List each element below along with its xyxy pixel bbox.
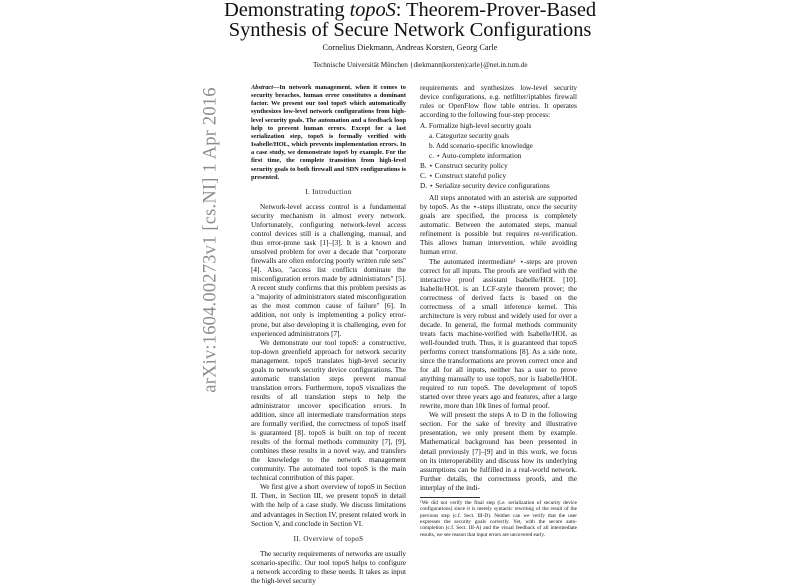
- paragraph: Network-level access control is a fundamental security mechanism in almost every network. Unfortunately, configuring network-level access control devices still is a challenging, manual, and thus error-prone task [1]–[3]. It is a known and unsolved problem for over a decade that "corporate firewalls are often enforcing poorly written rule sets" [4]. Also, "access list conflicts dominate the misconfiguration errors made by administrators" [5]. A recent study confirms that this problem persists as a "majority of administrators stated misconfiguration as the most common cause of failure" [6]. In addition, not only is implementing a policy error-prone, but also developing it is challenging, even for experienced administrators [7].: [251, 202, 406, 338]
- author-email: {diekmann|korsten|carle}@net.in.tum.de: [410, 61, 528, 69]
- title-prefix: Demonstrating: [223, 0, 350, 21]
- affiliation: Technische Universität München: [313, 61, 408, 69]
- right-column: [420, 84, 577, 538]
- title-line2: Synthesis of Secure Network Configurations: [228, 19, 592, 41]
- section-heading-overview: II. Overview of topoS: [293, 534, 364, 543]
- paper-title: [200, 0, 620, 40]
- footnote: ¹We did not verify the final step (i.e. serialization of security device configurations) since it is merely syntactic rewriting of the result of the previous step (c.f. Sect. III-D). Neither can we verify that the user expresses the security goals correctly. Yet, with the secure auto-completion (c.f. Sect. III-A) and the visual feedback of all intermediate results, we see reason that input errors are uncovered early.: [420, 499, 577, 538]
- paragraph: We will present the steps A to D in the following section. For the sake of brevity and illustrative presentation, we only present them by example. Mathematical background has been presented in detail previously [7]–[9] and in this work, we focus on its interoperability and discuss how its underlying assumptions can be fulfilled in a real-world network. Further details, the correctness proofs, and the interplay of the indi-: [420, 411, 577, 492]
- step-item: C. ⋆ Construct stateful policy: [420, 172, 507, 181]
- step-item: B. ⋆ Construct security policy: [420, 162, 508, 171]
- step-item: a. Categorize security goals: [429, 132, 510, 141]
- step-item: A. Formalize high-level security goals: [420, 122, 532, 131]
- paragraph: requirements and synthesizes low-level security device configurations, e.g. netfilter/iptables firewall rules or OpenFlow flow table entries. It operates according to the following four-step process:: [420, 84, 577, 120]
- paragraph: All steps annotated with an asterisk are supported by topoS. As the ⋆-steps illustrate, once the security goals are specified, the process is completely automatic. Between the automated steps, manual refinement is possible but requires re-verification. This allows human intervention, while avoiding human error.: [420, 194, 577, 257]
- footnote-rule: [420, 497, 480, 498]
- paragraph: The automated intermediate¹ ⋆-steps are proven correct for all inputs. The proofs are verified with the interactive proof assistant Isabelle/HOL [10]. Isabelle/HOL is an LCF-style theorem prover; the correctness of derived facts is based on the correctness of a small inference kernel. This architecture is very robust and widely used for over a decade. In general, the formal methods community treats facts machine-verified with Isabelle/HOL as well-founded truth. Thus, it is guaranteed that topoS performs correct transformations [8]. As a side note, since the transformations are proven correct once and for all for all inputs, neither has a user to prove anything manually to use topoS, nor is Isabelle/HOL required to run topoS. The development of topoS started over three years ago and features, after a large rewrite, more than 10k lines of formal proof.: [420, 257, 577, 411]
- step-item: D. ⋆ Serialize security device configurations: [420, 182, 550, 191]
- step-item: c. ⋆ Auto-complete information: [429, 152, 522, 161]
- abstract: [251, 84, 406, 182]
- step-item: b. Add scenario-specific knowledge: [429, 142, 533, 151]
- arxiv-stamp: arXiv:1604.00273v1 [cs.NI] 1 Apr 2016: [200, 87, 221, 393]
- step-list: [420, 121, 577, 191]
- abstract-text: —In network management, when it comes to security breaches, human error constitutes a dominant factor. We present our tool topoS which automatically synthesizes low-level network configurations from high-level security goals. The automation and a feedback loop help to prevent human errors. Except for a last serialization step, topoS is formally verified with Isabelle/HOL, which prevents implementation errors. In a case study, we demonstrate topoS by example. For the first time, the complete transition from high-level security goals to both firewall and SDN configurations is presented.: [251, 84, 406, 181]
- authors: Cornelius Diekmann, Andreas Korsten, Georg Carle: [322, 43, 498, 52]
- paragraph: We first give a short overview of topoS in Section II. Then, in Section III, we present topoS in detail with the help of a case study. We discuss limitations and advantages in Section IV, present related work in Section V, and conclude in Section VI.: [251, 483, 406, 528]
- left-column: [251, 84, 406, 586]
- title-tool-name: topoS: [349, 0, 396, 21]
- paragraph: The security requirements of networks are usually scenario-specific. Our tool topoS helps to configure a network according to these needs. It takes as input the high-level security: [251, 549, 406, 585]
- section-heading-introduction: I. Introduction: [305, 187, 352, 196]
- paragraph: We demonstrate our tool topoS: a constructive, top-down greenfield approach for network security management. topoS translates high-level security goals to network security device configurations. The automatic translation steps prevent manual translation errors. Furthermore, topoS visualizes the results of all translation steps to help the administrator uncover specification errors. In addition, since all intermediate transformation steps are formally verified, the correctness of topoS itself is guaranteed [8]. topoS is built on top of recent results of the formal methods community [7], [9], combines these results in a novel way, and transfers the knowledge to the network management community. The automated tool topoS is the main technical contribution of this paper.: [251, 338, 406, 483]
- abstract-label: Abstract: [251, 84, 274, 91]
- title-suffix: : Theorem-Prover-Based: [395, 0, 597, 21]
